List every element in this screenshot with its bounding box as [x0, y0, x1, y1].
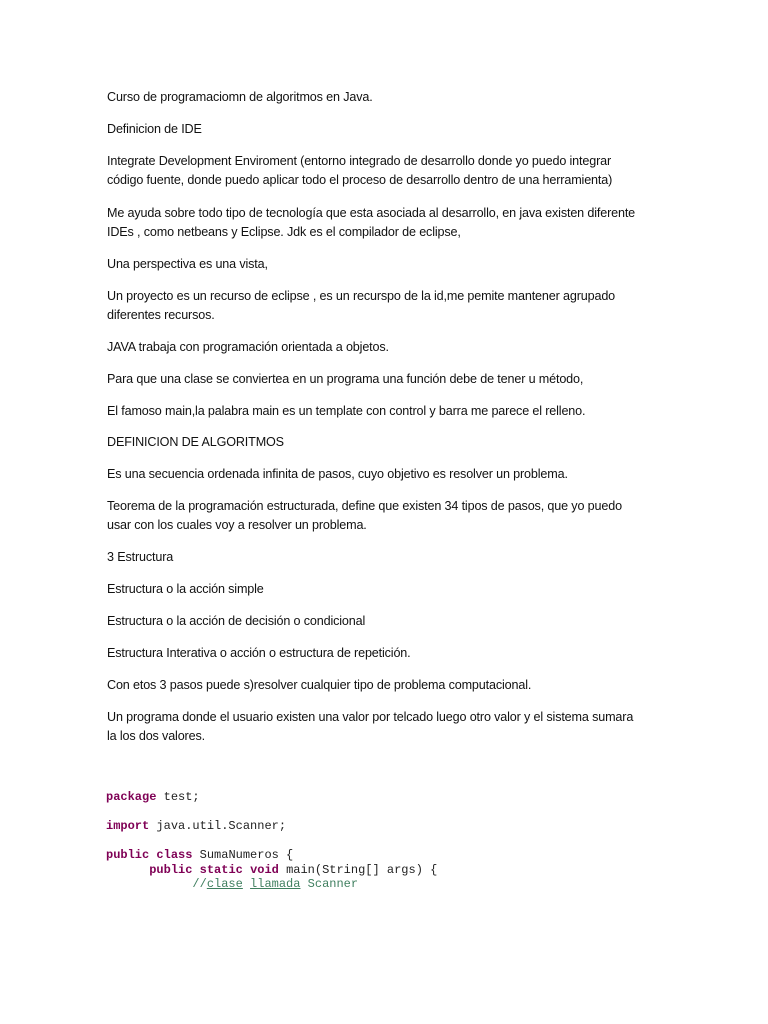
text-line: Un proyecto es un recurso de eclipse , es un recurspo de la id,me pemite mantener agrupado	[107, 289, 616, 303]
paragraph-perspective	[107, 255, 667, 274]
paragraph-main	[107, 402, 667, 421]
text-line: Curso de programaciomn de algoritmos en Java.	[107, 90, 373, 104]
text-line: usar con los cuales voy a resolver un problema.	[107, 518, 367, 532]
text-line: JAVA trabaja con programación orientada a objetos.	[107, 340, 389, 354]
code-text: test;	[156, 790, 200, 804]
paragraph-theorem	[107, 497, 667, 535]
text-line: El famoso main,la palabra main es un template con control y barra me parece el relleno.	[107, 404, 586, 418]
code-line-comment	[106, 877, 358, 892]
text-line: IDEs , como netbeans y Eclipse. Jdk es el compilador de eclipse,	[107, 225, 461, 239]
text-line: Para que una clase se conviertea en un programa una función debe de tener u método,	[107, 372, 584, 386]
code-line-import	[106, 819, 286, 834]
text-line: Me ayuda sobre todo tipo de tecnología que esta asociada al desarrollo, en java existen diferente	[107, 206, 636, 220]
code-text: SumaNumeros {	[192, 848, 294, 862]
paragraph-simple-action	[107, 580, 667, 599]
comment-prefix: //	[192, 877, 207, 891]
paragraph-class-program	[107, 370, 667, 389]
text-line: Teorema de la programación estructurada, define que existen 34 tipos de pasos, que yo puedo	[107, 499, 622, 513]
code-line-method	[106, 863, 437, 878]
comment-word: clase	[206, 877, 243, 891]
paragraph-repetition	[107, 644, 667, 663]
text-line: código fuente, donde puedo aplicar todo el proceso de desarrollo dentro de una herramienta)	[107, 173, 613, 187]
code-text: main(String[] args) {	[278, 862, 438, 877]
text-line: Definicion de IDE	[107, 122, 202, 136]
text-line: diferentes recursos.	[107, 308, 215, 322]
text-line: Estructura Interativa o acción o estructura de repetición.	[107, 646, 411, 660]
code-line-class	[106, 848, 293, 863]
paragraph-course-title	[107, 88, 667, 107]
text-line: Es una secuencia ordenada infinita de pasos, cuyo objetivo es resolver un problema.	[107, 467, 568, 481]
code-indent	[106, 877, 192, 891]
keyword-void: void	[250, 862, 279, 877]
text-line: Con etos 3 pasos puede s)resolver cualquier tipo de problema computacional.	[107, 678, 532, 692]
paragraph-decision	[107, 612, 667, 631]
text-line: 3 Estructura	[107, 550, 174, 564]
comment-word: llamada	[250, 877, 301, 891]
paragraph-ide-definition	[107, 152, 667, 190]
keyword-class: class	[156, 848, 193, 862]
text-line: Un programa donde el usuario existen una valor por telcado luego otro valor y el sistema sumara	[107, 710, 634, 724]
text-line: Una perspectiva es una vista,	[107, 257, 268, 271]
text-line: DEFINICION DE ALGORITMOS	[107, 435, 284, 449]
paragraph-algorithms-heading	[107, 433, 667, 452]
code-text: java.util.Scanner;	[149, 819, 287, 833]
paragraph-program-example	[107, 708, 667, 746]
code-line-package	[106, 790, 200, 805]
code-indent	[106, 863, 149, 877]
paragraph-technology	[107, 204, 667, 242]
text-line: Integrate Development Enviroment (entorno integrado de desarrollo donde yo puedo integrar	[107, 154, 612, 168]
keyword-static: static	[199, 862, 243, 877]
keyword-public: public	[106, 848, 150, 862]
paragraph-three-structures	[107, 548, 667, 567]
paragraph-sequence	[107, 465, 667, 484]
text-line: la los dos valores.	[107, 729, 205, 743]
keyword-package: package	[106, 790, 157, 804]
paragraph-project	[107, 287, 667, 325]
text-line: Estructura o la acción simple	[107, 582, 264, 596]
paragraph-three-steps	[107, 676, 667, 695]
text-line: Estructura o la acción de decisión o condicional	[107, 614, 366, 628]
keyword-import: import	[106, 819, 150, 833]
paragraph-java-oop	[107, 338, 667, 357]
paragraph-ide-heading	[107, 120, 667, 139]
keyword-public: public	[149, 862, 193, 877]
comment-word: Scanner	[307, 877, 359, 891]
